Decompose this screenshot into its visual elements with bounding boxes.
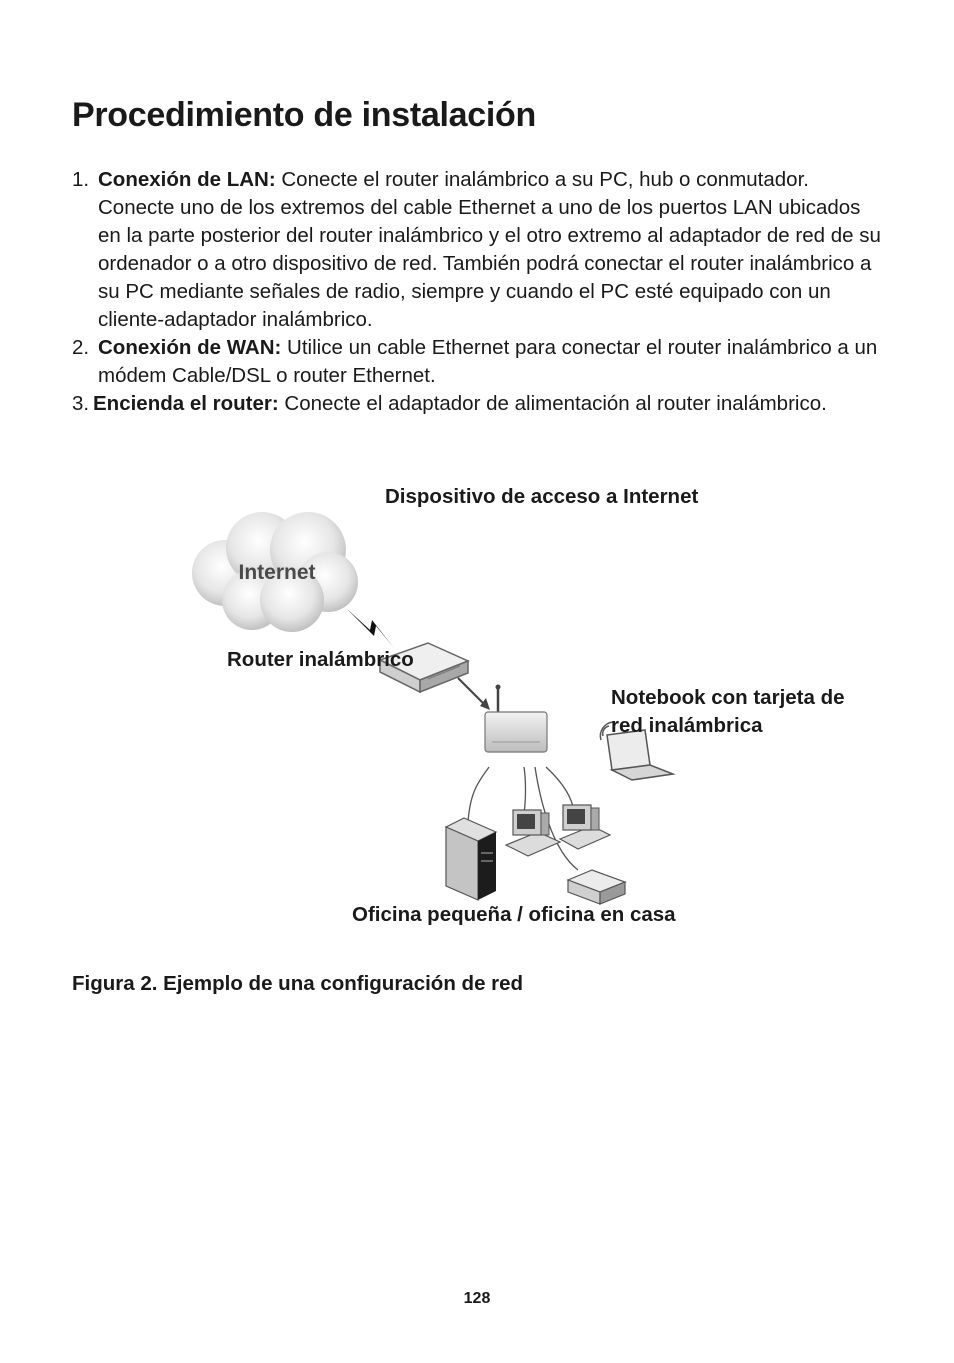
office-label: Oficina pequeña / oficina en casa [352,903,676,926]
wireless-router-icon [485,685,547,753]
page-number: 128 [463,1290,491,1307]
step-text: Conecte el adaptador de alimentación al router inalámbrico. [278,392,827,415]
lightning-icon [346,608,394,648]
figure-caption: Figura 2. Ejemplo de una configuración de red [72,972,524,995]
step-item [72,334,882,390]
router-label: Router inalámbrico [227,648,414,671]
internet-text: Internet [238,561,316,584]
printer-icon [568,870,625,904]
step-heading: Encienda el router: [93,392,279,415]
server-icon [446,818,496,900]
step-heading: Conexión de WAN: [98,336,282,359]
step-number: 3. [72,392,90,415]
step-text: Utilice un cable Ethernet para conectar el router inalámbrico a un módem Cable/DSL o router Ethernet. [98,336,878,387]
step-number: 2. [72,336,90,359]
access-device-label: Dispositivo de acceso a Internet [385,485,699,508]
step-number: 1. [72,168,90,191]
step-item [72,390,882,418]
desktop-pc-icon [560,805,610,849]
connection-line [458,678,484,704]
step-item [72,166,882,334]
page-title: Procedimiento de instalación [72,96,536,134]
step-heading: Conexión de LAN: [98,168,276,191]
arrow-head-icon [480,698,490,710]
step-text: Conecte el router inalámbrico a su PC, hub o conmutador. Conecte uno de los extremos del cable Ethernet a uno de los puertos LAN ubicados en la parte posterior del router inalámbrico y el otro extremo al adaptador de red de su ordenador o a otro dispositivo de red. También podrá conectar el router inalámbrico a su PC mediante señales de radio, siempre y cuando el PC esté equipado con un cliente-adaptador inalámbrico. [98,168,881,331]
notebook-label: Notebook con tarjeta de red inalámbrica [611,686,845,737]
network-diagram [180,480,880,940]
internet-cloud-icon [192,512,358,632]
installation-steps [72,166,882,418]
